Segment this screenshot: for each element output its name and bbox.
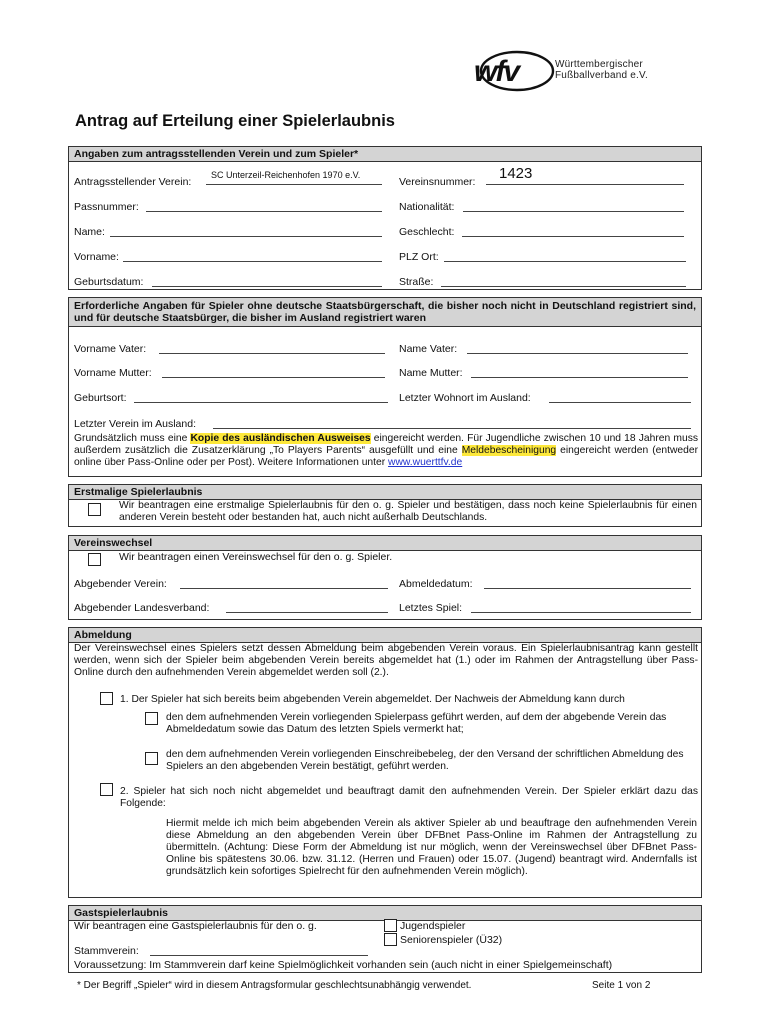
option-1a-checkbox[interactable]	[145, 712, 158, 725]
deregistration-intro: Der Vereinswechsel eines Spielers setzt dessen Abmeldung beim abgebenden Verein voraus. Ein Spielerlaubnisantrag kann gestellt werden, wenn sich der Spieler beim abgebenden Verein bereits abgemeldet hat (1.) oder im Rahmen der Antragstellung über Pass-Online durch den aufnehmenden Verein abgemeldet werden soll (2.).	[74, 643, 698, 678]
birthplace-label: Geburtsort:	[74, 392, 127, 404]
pass-number-field[interactable]	[146, 211, 382, 212]
father-first-name-field[interactable]	[159, 353, 385, 354]
option-1b-text: den dem aufnehmenden Verein vorliegenden Einschreibebeleg, der den Versand der schriftlichen Abmeldung des Spielers an den abgebenden Verein bestätigt, geführt werden.	[166, 749, 684, 772]
section-applicant	[68, 146, 702, 290]
mother-name-label: Name Mutter:	[399, 367, 463, 379]
pass-number-label: Passnummer:	[74, 201, 139, 213]
club-change-text: Wir beantragen einen Vereinswechsel für den o. g. Spieler.	[119, 551, 393, 563]
logo-mark-text: wfv	[474, 55, 519, 88]
wfv-logo-mark	[472, 50, 556, 92]
mother-name-field[interactable]	[471, 377, 688, 378]
club-number-value: 1423	[499, 165, 533, 182]
highlight-passport-copy: Kopie des ausländischen Ausweises	[190, 433, 371, 444]
option-1a-text: den dem aufnehmenden Verein vorliegenden Spielerpass geführt werden, auf dem der abgebende Verein das Abmeldedatum sowie das Datum des letzten Spiels vermerkt hat;	[166, 712, 667, 735]
section-foreign-heading: Erforderliche Angaben für Spieler ohne deutsche Staatsbürgerschaft, die bisher noch nicht in Deutschland registriert sind, und für deutsche Staatsbürger, die bisher im Ausland registriert waren	[69, 298, 701, 327]
first-name-field[interactable]	[123, 261, 382, 262]
foreign-info-text-3: eingereicht werden (entweder online über Pass-Online oder per Post). Weitere Informationen unter	[74, 445, 698, 468]
gender-field[interactable]	[462, 236, 684, 237]
section-guest-permit-heading: Gastspielerlaubnis	[69, 906, 701, 921]
logo-line-1: Württembergischer	[555, 59, 643, 70]
name-label: Name:	[74, 226, 105, 238]
page-number: Seite 1 von 2	[592, 980, 651, 991]
option-2-declaration: Hiermit melde ich mich beim abgebenden Verein als aktiver Spieler ab und beauftrage den aufnehmenden Verein diese Abmeldung an den abgebenden Verein über DFBnet Pass-Online im Rahmen der Antragstellung zu übermitteln. (Achtung: Diese Form der Abmeldung ist nur möglich, wenn der Vereinswechsel über DFBnet Pass-Online bis spätestens 30.06. bzw. 31.12. (Herren und Frauen) oder 15.07. (Jugend) beantragt wird. Andernfalls ist grundsätzlich kein sofortiges Spielrecht für den aufnehmenden Verein möglich).	[166, 818, 697, 877]
leaving-club-field[interactable]	[180, 588, 388, 589]
wuerttfv-link[interactable]: www.wuerttfv.de	[388, 457, 463, 468]
club-value: SC Unterzeil-Reichenhofen 1970 e.V.	[211, 170, 361, 180]
option-1-text: 1. Der Spieler hat sich bereits beim abgebenden Verein abgemeldet. Der Nachweis der Abmeldung kann durch	[120, 694, 625, 705]
youth-player-label: Jugendspieler	[400, 920, 466, 932]
father-first-name-label: Vorname Vater:	[74, 343, 147, 355]
footer-note: * Der Begriff „Spieler“ wird in diesem Antragsformular geschlechtsunabhängig verwendet.	[77, 980, 472, 991]
gender-label: Geschlecht:	[399, 226, 455, 238]
last-club-abroad-field[interactable]	[213, 428, 691, 429]
mother-first-name-label: Vorname Mutter:	[74, 367, 152, 379]
guest-permit-condition: Voraussetzung: Im Stammverein darf keine Spielmöglichkeit vorhanden sein (auch nicht in einer Spielgemeinschaft)	[74, 959, 613, 971]
section-club-change-heading: Vereinswechsel	[69, 536, 701, 551]
club-change-checkbox[interactable]	[88, 553, 101, 566]
section-deregistration-heading: Abmeldung	[69, 628, 701, 643]
father-name-label: Name Vater:	[399, 343, 458, 355]
senior-player-label: Seniorenspieler (Ü32)	[400, 934, 503, 946]
first-name-label: Vorname:	[74, 251, 119, 263]
plz-city-field[interactable]	[444, 261, 686, 262]
plz-city-label: PLZ Ort:	[399, 251, 439, 263]
first-permit-text: Wir beantragen eine erstmalige Spielerlaubnis für den o. g. Spieler und bestätigen, dass noch keine Spielerlaubnis für einen anderen Verein besteht oder bestanden hat, auch nicht außerhalb Deutschlands.	[119, 500, 697, 523]
club-number-field[interactable]	[486, 184, 684, 185]
name-field[interactable]	[110, 236, 382, 237]
club-label: Antragsstellender Verein:	[74, 176, 192, 188]
logo-text	[555, 59, 648, 81]
guest-permit-text: Wir beantragen eine Gastspielerlaubnis für den o. g.	[74, 920, 317, 932]
option-2-text: 2. Spieler hat sich noch nicht abgemeldet und beauftragt damit den aufnehmenden Verein. Der Spieler erklärt dazu das Folgende:	[120, 786, 698, 809]
leaving-association-label: Abgebender Landesverband:	[74, 602, 210, 614]
birth-date-field[interactable]	[152, 286, 382, 287]
leaving-association-field[interactable]	[226, 612, 388, 613]
foreign-info-text-2: eingereicht werden. Für Jugendliche zwischen 10 und 18 Jahren muss außerdem zusätzlich die Zusatzerklärung „To Players Parents“ ausgefüllt und eine	[74, 433, 698, 456]
home-club-label: Stammverein:	[74, 945, 139, 957]
birth-date-label: Geburtsdatum:	[74, 276, 144, 288]
club-field[interactable]	[206, 184, 382, 185]
youth-player-checkbox[interactable]	[384, 919, 397, 932]
last-residence-label: Letzter Wohnort im Ausland:	[399, 392, 531, 404]
birthplace-field[interactable]	[134, 402, 388, 403]
home-club-field[interactable]	[150, 955, 368, 956]
nationality-label: Nationalität:	[399, 201, 455, 213]
street-label: Straße:	[399, 276, 434, 288]
deregistration-date-label: Abmeldedatum:	[399, 578, 473, 590]
section-applicant-heading: Angaben zum antragsstellenden Verein und zum Spieler*	[69, 147, 701, 162]
wfv-logo	[472, 50, 672, 92]
club-number-label: Vereinsnummer:	[399, 176, 476, 188]
deregistration-date-field[interactable]	[484, 588, 691, 589]
option-1b-checkbox[interactable]	[145, 752, 158, 765]
foreign-info-paragraph	[74, 433, 698, 469]
last-game-field[interactable]	[471, 612, 691, 613]
section-first-permit-heading: Erstmalige Spielerlaubnis	[69, 485, 701, 500]
first-permit-checkbox[interactable]	[88, 503, 101, 516]
last-game-label: Letztes Spiel:	[399, 602, 463, 614]
foreign-info-text-1: Grundsätzlich muss eine	[74, 433, 191, 444]
last-residence-field[interactable]	[549, 402, 691, 403]
option-1-checkbox[interactable]	[100, 692, 113, 705]
last-club-abroad-label: Letzter Verein im Ausland:	[74, 418, 196, 430]
mother-first-name-field[interactable]	[162, 377, 385, 378]
page-title: Antrag auf Erteilung einer Spielerlaubnis	[75, 112, 395, 130]
option-2-checkbox[interactable]	[100, 783, 113, 796]
nationality-field[interactable]	[463, 211, 684, 212]
leaving-club-label: Abgebender Verein:	[74, 578, 167, 590]
father-name-field[interactable]	[467, 353, 688, 354]
street-field[interactable]	[441, 286, 686, 287]
highlight-registration-cert: Meldebescheinigung	[461, 445, 557, 456]
senior-player-checkbox[interactable]	[384, 933, 397, 946]
logo-line-2: Fußballverband e.V.	[555, 70, 648, 81]
